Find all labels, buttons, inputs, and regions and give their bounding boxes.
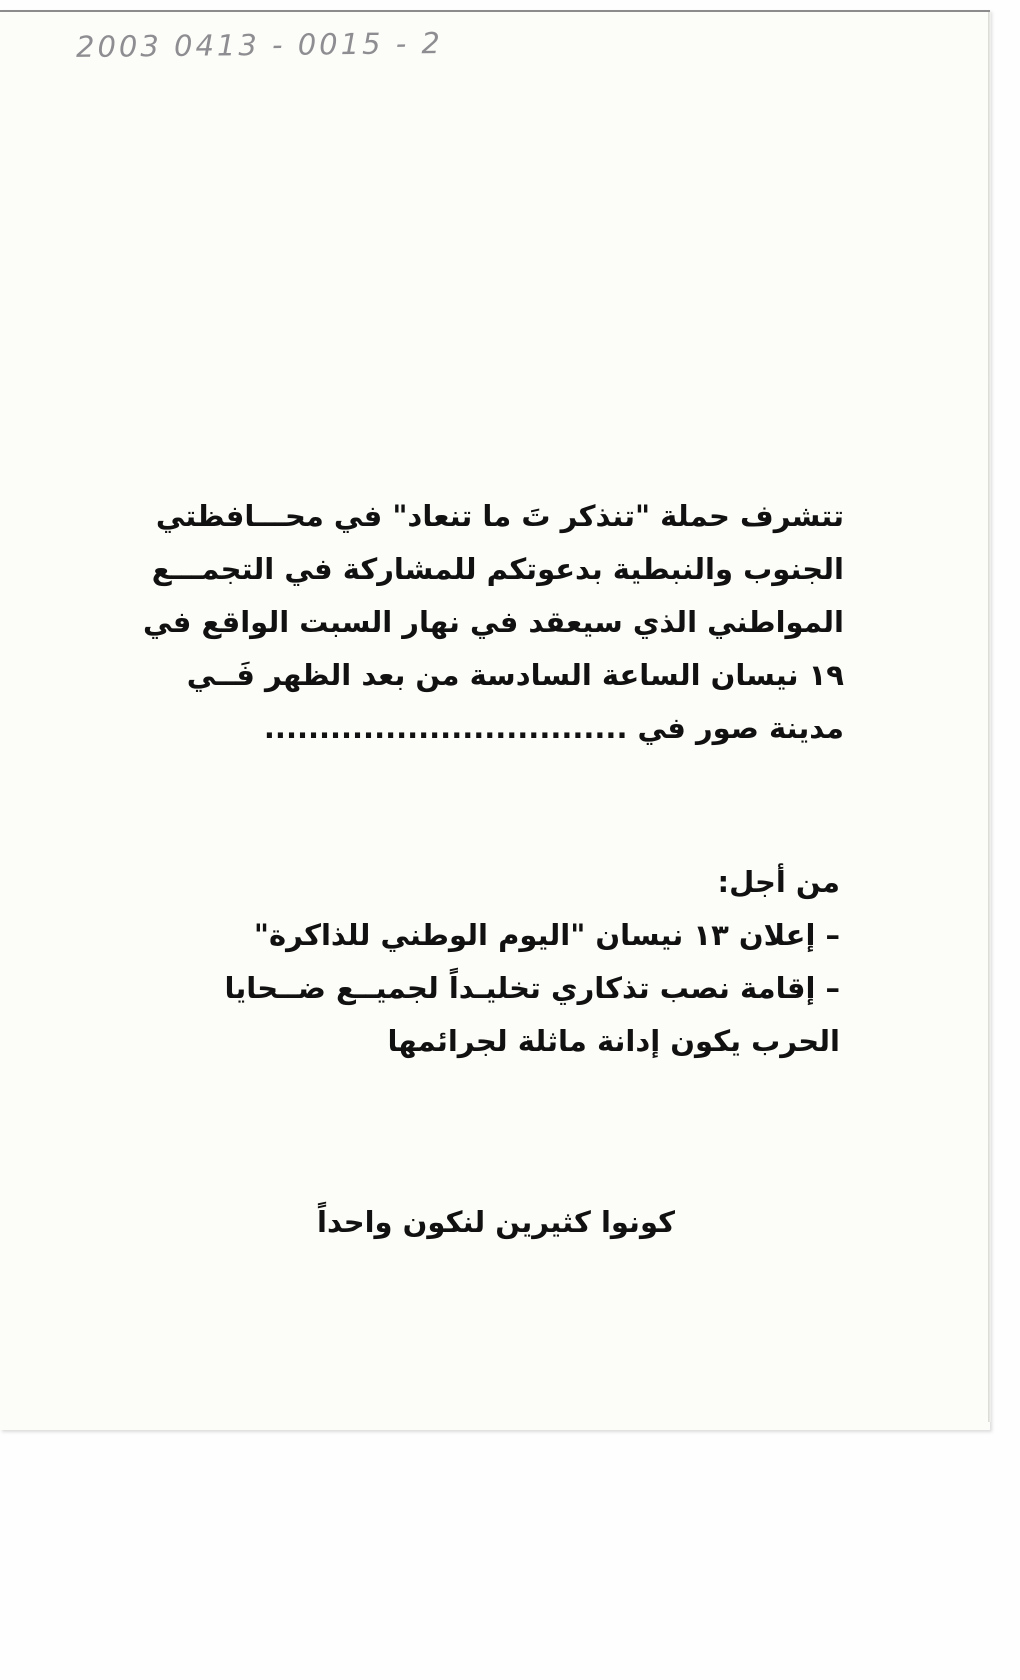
page-edge (988, 12, 991, 1422)
invitation-paragraph (143, 490, 844, 755)
slogan: كونوا كثيرين لنكون واحداً (317, 1205, 675, 1239)
invitation-line: المواطني الذي سيعقد في نهار السبت الواقع في (143, 605, 844, 639)
invitation-line: تتشرف حملة "تنذكر تَ ما تنعاد" في محـــافظتي (155, 499, 844, 533)
purpose-section (225, 856, 840, 1068)
purpose-heading: من أجل: (717, 865, 840, 899)
purpose-item: الحرب يكون إدانة ماثلة لجرائمها (387, 1024, 840, 1058)
invitation-line: مدينة صور في ................................. (263, 711, 844, 745)
archive-number-handwritten: 2003 0413 - 0015 - 2 (75, 26, 444, 64)
invitation-line: الجنوب والنبطية بدعوتكم للمشاركة في التجمـــع (151, 552, 844, 586)
purpose-item: – إقامة نصب تذكاري تخليـداً لجميــع ضــحايا (224, 971, 840, 1005)
purpose-item: – إعلان ١٣ نيسان "اليوم الوطني للذاكرة" (253, 918, 840, 952)
invitation-line: ١٩ نيسان الساعة السادسة من بعد الظهر فَــي (186, 658, 844, 692)
